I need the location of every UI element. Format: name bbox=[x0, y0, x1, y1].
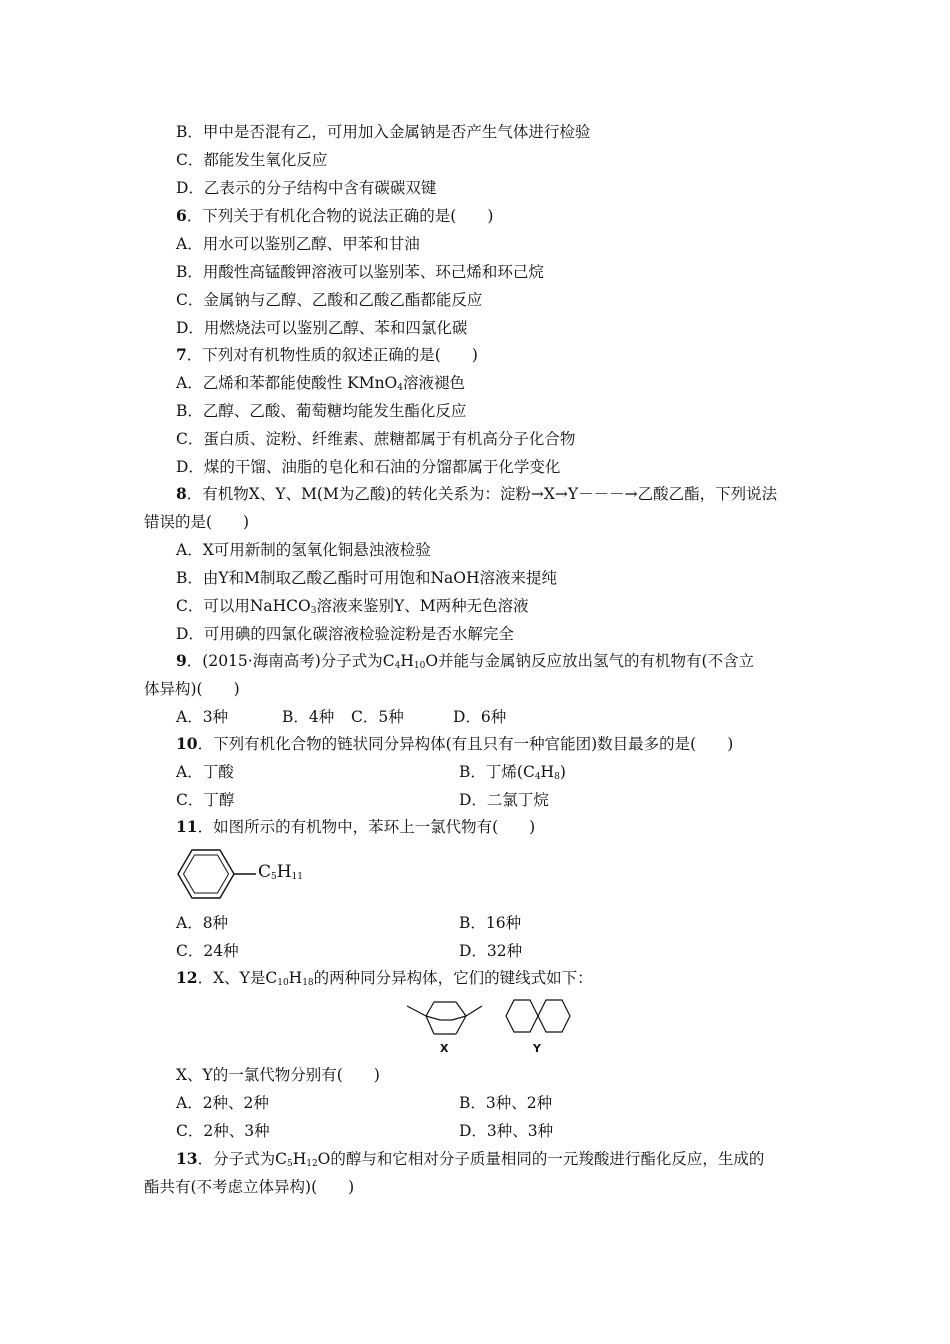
q11-number: 11 bbox=[176, 817, 198, 836]
subscript: 10 bbox=[277, 978, 289, 988]
q5-option-c: C．都能发生氧化反应 bbox=[176, 151, 328, 169]
bicyclic-structures-diagram bbox=[404, 996, 584, 1058]
q9-number: 9 bbox=[176, 651, 187, 670]
q5-option-d: D．乙表示的分子结构中含有碳碳双键 bbox=[176, 179, 437, 197]
q8-stem-line1 bbox=[176, 484, 777, 504]
q9-stem-line2: 体异构)( ) bbox=[144, 680, 240, 698]
q7-option-a-text-end: 溶液褪色 bbox=[403, 374, 466, 392]
subscript: 8 bbox=[554, 772, 560, 782]
q10-option-c: C．丁醇 bbox=[176, 791, 235, 809]
q10-option-b-text-end: ) bbox=[559, 763, 566, 781]
q7-option-b: B．乙醇、乙酸、葡萄糖均能发生酯化反应 bbox=[176, 402, 467, 420]
q8-option-b: B．由Y和M制取乙酸乙酯时可用饱和NaOH溶液来提纯 bbox=[176, 569, 558, 587]
q12-question-line: X、Y的一氯代物分别有( ) bbox=[176, 1066, 380, 1084]
structure-x-label: X bbox=[440, 1042, 449, 1055]
q11-pentylbenzene-figure bbox=[176, 846, 326, 902]
q12-stem-text-end: 的两种同分异构体，它们的键线式如下： bbox=[313, 969, 593, 987]
q8-stem-line2: 错误的是( ) bbox=[144, 513, 250, 531]
q13-stem-text-end: O的醇与和它相对分子质量相同的一元羧酸进行酯化反应，生成的 bbox=[317, 1150, 765, 1168]
q7-stem-text: ．下列对有机物性质的叙述正确的是( ) bbox=[186, 346, 478, 364]
q9-option-a: A．3种 bbox=[176, 708, 229, 726]
q10-option-b bbox=[459, 762, 566, 782]
q11-option-b: B．16种 bbox=[459, 914, 522, 932]
q8-number: 8 bbox=[176, 484, 187, 503]
q5-option-b: B．甲中是否混有乙，可用加入金属钠是否产生气体进行检验 bbox=[176, 123, 591, 141]
q11-stem-text: ．如图所示的有机物中，苯环上一氯代物有( ) bbox=[197, 818, 536, 836]
q6-number: 6 bbox=[176, 206, 187, 225]
subscript: 3 bbox=[310, 606, 317, 616]
q6-option-b: B．用酸性高锰酸钾溶液可以鉴别苯、环己烯和环己烷 bbox=[176, 263, 544, 281]
q9-option-b: B．4种 bbox=[282, 708, 335, 726]
subscript: 4 bbox=[397, 383, 403, 393]
q8-option-c-text: C．可以用NaHCO bbox=[176, 597, 311, 615]
q13-stem-line2: 酯共有(不考虑立体异构)( ) bbox=[144, 1178, 355, 1196]
hydrogen-symbol: H bbox=[276, 862, 292, 882]
q11-option-c: C．24种 bbox=[176, 942, 239, 960]
q10-option-d: D．二氯丁烷 bbox=[459, 791, 549, 809]
q12-option-b: B．3种、2种 bbox=[459, 1094, 553, 1112]
q7-option-d: D．煤的干馏、油脂的皂化和石油的分馏都属于化学变化 bbox=[176, 458, 561, 476]
subscript: 5 bbox=[271, 872, 277, 882]
q13-stem-h: H bbox=[292, 1150, 307, 1168]
q8-option-c-text-end: 溶液来鉴别Y、M两种无色溶液 bbox=[316, 597, 529, 615]
q6-option-d: D．用燃烧法可以鉴别乙醇、苯和四氯化碳 bbox=[176, 319, 468, 337]
q10-stem bbox=[176, 734, 733, 754]
structure-y-label: Y bbox=[533, 1042, 541, 1055]
q10-option-b-text: B．丁烯(C bbox=[459, 763, 535, 781]
q12-option-d: D．3种、3种 bbox=[459, 1122, 554, 1140]
benzene-ring-diagram bbox=[176, 846, 266, 902]
q13-stem-line1 bbox=[176, 1149, 764, 1169]
q13-number: 13 bbox=[176, 1149, 198, 1168]
q8-option-a: A．X可用新制的氢氧化铜悬浊液检验 bbox=[176, 541, 431, 559]
q13-stem-text: ．分子式为C bbox=[197, 1150, 287, 1168]
q12-stem bbox=[176, 968, 593, 988]
q10-number: 10 bbox=[176, 734, 198, 753]
q7-option-a bbox=[176, 373, 465, 393]
q8-option-c bbox=[176, 596, 529, 616]
q7-option-a-text: A．乙烯和苯都能使酸性 KMnO bbox=[176, 374, 398, 392]
carbon-symbol: C bbox=[258, 862, 272, 882]
subscript: 10 bbox=[413, 661, 426, 671]
q11-option-d: D．32种 bbox=[459, 942, 523, 960]
q12-structures-figure bbox=[404, 996, 584, 1058]
q7-stem bbox=[176, 345, 478, 365]
q9-stem-text-end: O并能与金属钠反应放出氢气的有机物有(不含立 bbox=[425, 652, 755, 670]
subscript: 4 bbox=[394, 661, 401, 671]
q12-option-a: A．2种、2种 bbox=[176, 1094, 269, 1112]
q9-option-c: C．5种 bbox=[351, 708, 404, 726]
subscript: 4 bbox=[534, 772, 541, 782]
q11-substituent-label bbox=[258, 862, 303, 882]
q9-stem-line1 bbox=[176, 651, 754, 671]
q10-option-b-h: H bbox=[540, 763, 555, 781]
q11-option-a: A．8种 bbox=[176, 914, 229, 932]
q12-number: 12 bbox=[176, 968, 198, 987]
q9-stem-h: H bbox=[400, 652, 414, 670]
q8-option-d: D．可用碘的四氯化碳溶液检验淀粉是否水解完全 bbox=[176, 625, 514, 643]
q6-stem bbox=[176, 206, 493, 226]
q7-option-c: C．蛋白质、淀粉、纤维素、蔗糖都属于有机高分子化合物 bbox=[176, 430, 576, 448]
q10-option-a: A．丁酸 bbox=[176, 763, 234, 781]
q12-stem-text: ．X、Y是C bbox=[197, 969, 278, 987]
subscript: 18 bbox=[302, 978, 314, 988]
q6-option-c: C．金属钠与乙醇、乙酸和乙酸乙酯都能反应 bbox=[176, 291, 483, 309]
q9-option-d: D．6种 bbox=[453, 708, 507, 726]
q8-stem-text: ．有机物X、Y、M(M为乙酸)的转化关系为：淀粉→X→Y－－－→乙酸乙酯，下列说法 bbox=[186, 485, 778, 503]
q12-stem-h: H bbox=[288, 969, 303, 987]
q6-stem-text: ．下列关于有机化合物的说法正确的是( ) bbox=[186, 207, 494, 225]
q11-stem bbox=[176, 817, 535, 837]
q12-option-c: C．2种、3种 bbox=[176, 1122, 270, 1140]
subscript: 5 bbox=[286, 1159, 293, 1169]
q7-number: 7 bbox=[176, 345, 187, 364]
q10-stem-text: ．下列有机化合物的链状同分异构体(有且只有一种官能团)数目最多的是( ) bbox=[197, 735, 734, 753]
subscript: 12 bbox=[306, 1159, 318, 1169]
q6-option-a: A．用水可以鉴别乙醇、甲苯和甘油 bbox=[176, 235, 420, 253]
q9-stem-text: ．(2015·海南高考)分子式为C bbox=[186, 652, 395, 670]
subscript: 11 bbox=[291, 872, 304, 882]
